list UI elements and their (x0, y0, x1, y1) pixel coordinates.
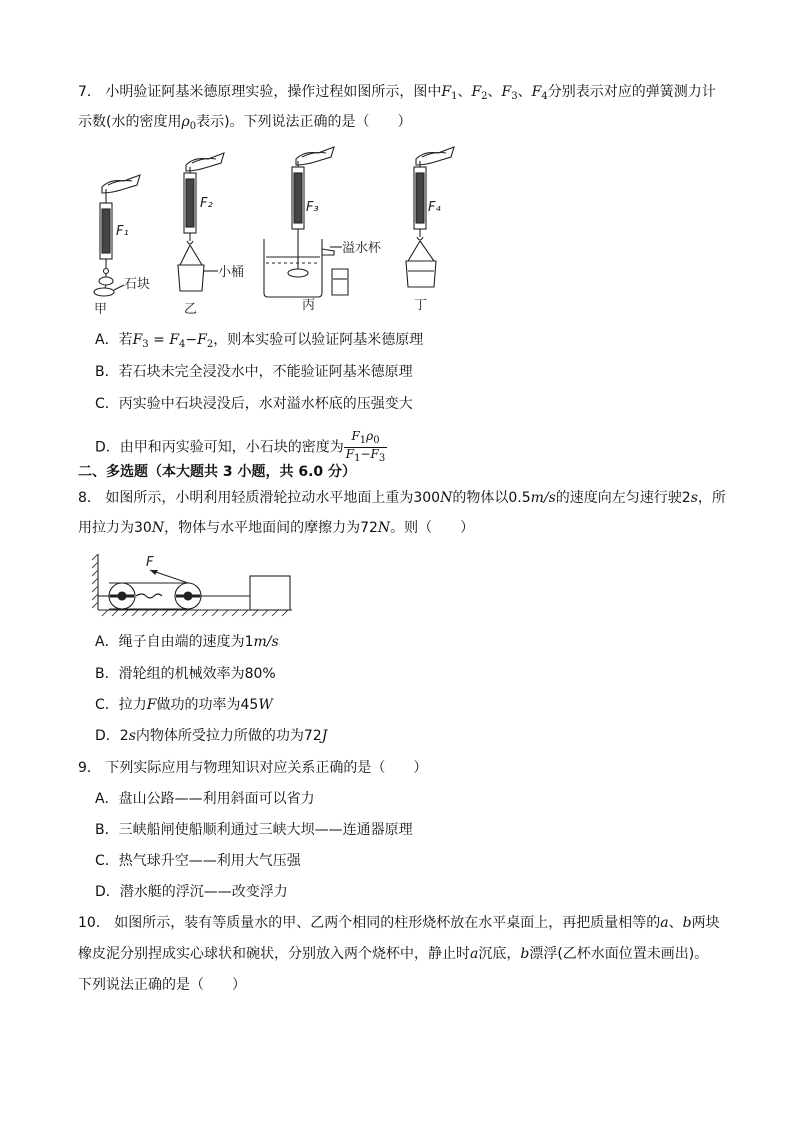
q8-text-s5: 用拉力为 (78, 520, 134, 536)
q8-option-d-unit: s (128, 728, 136, 744)
q10-var-a-2: a (470, 946, 479, 962)
q10-text-2c: 漂浮(乙杯水面位置未画出)。 (529, 946, 709, 962)
q7-label-bucket: 小桶 (218, 265, 245, 280)
q8-option-d (95, 726, 327, 746)
q8-option-c-symbol: F (146, 697, 157, 713)
q8-unit-pull: N (151, 520, 165, 536)
q8-text-s1: 8． 如图所示，小明利用轻质滑轮拉动水平地面上重为 (78, 490, 414, 506)
q7-stem-text-2b: 表示)。下列说法正确的是（ ） (196, 114, 412, 130)
q8-option-d-value: 2 (119, 728, 129, 744)
q8-text-s3: 的速度向左匀速行驶 (555, 490, 682, 506)
q7-label-stone: 石块 (124, 277, 151, 292)
q7-label-ding: 丁 (414, 298, 428, 313)
q8-text-s2: 的物体以 (452, 490, 509, 506)
q8-option-c-pre: C．拉力 (95, 697, 147, 713)
q10-text-2b: 沉底， (478, 946, 521, 962)
q7-option-a-post: ，则本实验可以验证阿基米德原理 (213, 332, 424, 348)
q7-option-c: C．丙实验中石块浸没后，水对溢水杯底的压强变大 (95, 396, 413, 412)
q8-option-d-pre: D． (95, 728, 120, 744)
q8-option-a (95, 632, 279, 652)
q8-value-friction: 72 (360, 520, 378, 536)
q7-setup-ding (406, 147, 454, 287)
q7-figure (90, 145, 480, 317)
q8-figure (92, 550, 302, 618)
q7-option-b: B．若石块未完全浸没水中，不能验证阿基米德原理 (95, 364, 413, 380)
q10-stem-line-1 (78, 913, 720, 933)
q8-value-time: 2 (681, 490, 691, 506)
q7-stem-line-1 (78, 82, 716, 107)
q7-label-jia: 甲 (94, 302, 108, 317)
q7-symbols-f: $F_1$、$F_2$、$F_3$、$F_4$ (441, 84, 548, 102)
q8-unit-weight: N (440, 490, 453, 506)
q8-option-d-value-2: 72 (303, 728, 322, 744)
q10-var-a-1: a (660, 915, 669, 931)
q8-unit-time: s (690, 490, 698, 506)
q8-option-d-mid: 内物体所受拉力所做的功为 (135, 728, 304, 744)
q8-text-s6: ，物体与水平地面间的摩擦力为 (164, 520, 361, 536)
q8-unit-friction: N (377, 520, 391, 536)
q7-option-a-pre: A．若 (95, 332, 133, 348)
q8-value-weight: 300 (413, 490, 441, 506)
q8-option-c-mid: 做功的功率为 (156, 697, 241, 713)
q8-option-a-unit: m/s (253, 634, 279, 650)
q10-text-1c: 两块 (691, 915, 720, 931)
q7-label-f3: F₃ (306, 200, 319, 215)
q8-option-b: B．滑轮组的机械效率为80% (95, 666, 276, 682)
q10-text-1a: 10． 如图所示，装有等质量水的甲、乙两个相同的柱形烧杯放在水平桌面上，再把质量相等的 (78, 915, 661, 931)
q7-symbol-rho: $\rho_0$ (181, 114, 197, 132)
q7-option-a (95, 330, 423, 355)
q7-option-a-formula: $F_3 = F_4-F_2$ (132, 332, 214, 350)
q7-option-d (95, 430, 387, 465)
q10-stem-line-3: 下列说法正确的是（ ） (78, 977, 246, 993)
q10-var-b-1: b (682, 915, 692, 931)
q9-option-d: D．潜水艇的浮沉——改变浮力 (95, 884, 288, 900)
q8-option-a-value: 1 (244, 634, 254, 650)
q10-text-1b: 、 (668, 915, 683, 931)
q8-unit-speed: m/s (530, 490, 556, 506)
q9-stem: 9． 下列实际应用与物理知识对应关系正确的是（ ） (78, 760, 428, 776)
q8-option-c (95, 695, 273, 715)
q7-label-f1: F₁ (116, 224, 129, 239)
q7-option-d-pre: D．由甲和丙实验可知，小石块的密度为 (95, 439, 344, 456)
q7-stem-text-2a: 示数(水的密度用 (78, 114, 182, 130)
section-heading-multiple-choice: 二、多选题（本大题共 3 小题，共 6.0 分） (78, 464, 357, 480)
q7-label-f2: F₂ (200, 196, 213, 211)
q7-setup-bing (264, 147, 348, 297)
q9-option-b: B．三峡船闸使船顺利通过三峡大坝——连通器原理 (95, 822, 413, 838)
q8-stem-line-1 (78, 488, 726, 508)
q8-text-s4: ，所 (697, 490, 726, 506)
q7-label-bing: 丙 (302, 298, 316, 313)
q7-label-overflow-cup: 溢水杯 (342, 241, 382, 256)
q8-figure-label-f: F (146, 555, 154, 570)
q10-stem-line-2 (78, 944, 708, 964)
q8-stem-line-2 (78, 518, 474, 538)
q10-text-2a: 橡皮泥分别捏成实心球状和碗状，分别放入两个烧杯中，静止时 (78, 946, 470, 962)
q7-stem-text-1b: 分别表示对应的弹簧测力计 (547, 84, 716, 100)
q8-value-pull: 30 (134, 520, 152, 536)
q7-option-d-fraction: $\frac{F_1\rho_0}{F_1-F_3}$ (345, 429, 386, 464)
q7-stem-line-2 (78, 112, 412, 137)
q10-var-b-2: b (520, 946, 530, 962)
q8-text-s7: 。则（ ） (390, 520, 475, 536)
q8-option-c-unit: W (258, 697, 273, 713)
q8-value-speed: 0.5 (508, 490, 531, 506)
q9-option-a: A．盘山公路——利用斜面可以省力 (95, 791, 315, 807)
q7-label-yi: 乙 (184, 302, 198, 317)
q7-label-f4: F₄ (428, 200, 441, 215)
q8-option-c-value: 45 (240, 697, 259, 713)
q8-option-d-unit-2: J (321, 728, 328, 744)
q8-option-a-pre: A．绳子自由端的速度为 (95, 634, 245, 650)
q7-stem-text-1a: 7． 小明验证阿基米德原理实验，操作过程如图所示，图中 (78, 84, 442, 100)
q9-option-c: C．热气球升空——利用大气压强 (95, 853, 301, 869)
